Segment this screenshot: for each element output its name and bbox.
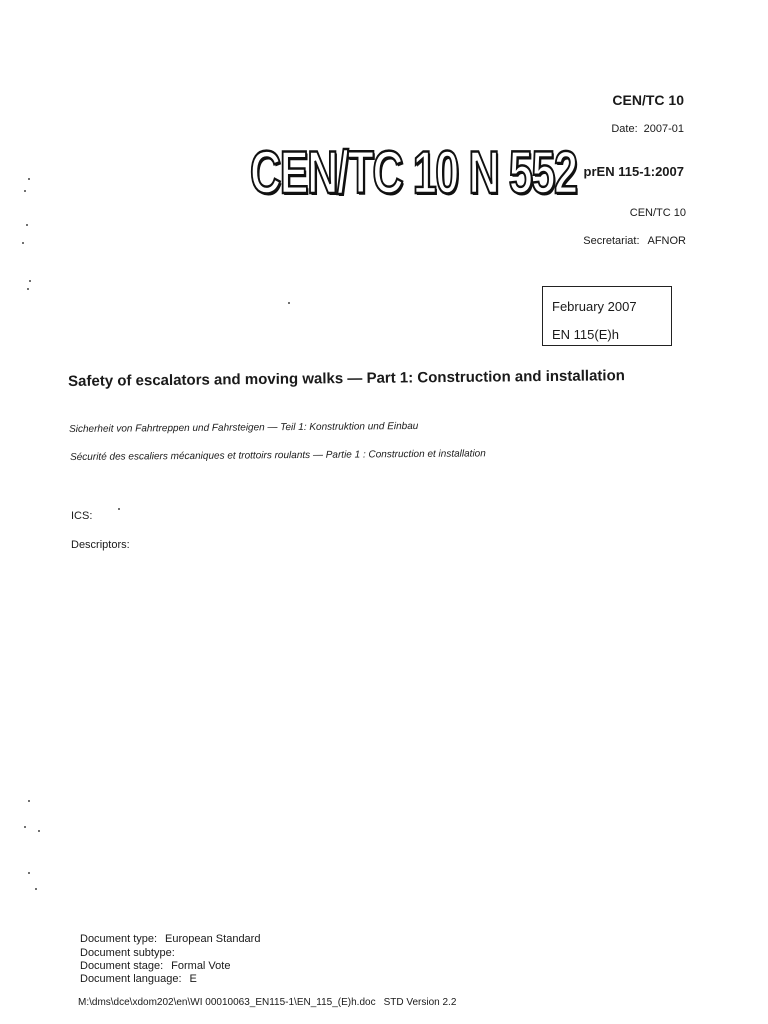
meta-language-label: Document language: (80, 973, 182, 985)
scan-speck (24, 826, 26, 828)
meta-document-language (80, 973, 197, 986)
box-date: February 2007 (552, 299, 637, 314)
meta-document-type (80, 933, 260, 946)
german-title: Sicherheit von Fahrtreppen und Fahrsteigen — Teil 1: Konstruktion und Einbau (69, 420, 419, 435)
meta-type-label: Document type: (80, 933, 158, 945)
french-title: Sécurité des escaliers mécaniques et trottoirs roulants — Partie 1 : Construction et installation (70, 448, 486, 463)
document-reference: prEN 115-1:2007 (583, 164, 684, 179)
document-number-stamp: CEN/TC 10 N 552 (250, 139, 577, 206)
footer-path: M:\dms\dce\xdom202\en\WI 00010063_EN115-1\EN_115_(E)h.doc (78, 997, 376, 1008)
scan-speck (24, 190, 26, 192)
descriptors-field: Descriptors: (71, 539, 130, 551)
footer-version: STD Version 2.2 (383, 997, 457, 1008)
meta-document-stage (80, 960, 230, 973)
scan-speck (38, 830, 40, 832)
handwritten-box (542, 286, 672, 346)
secretariat-row (583, 235, 686, 247)
scan-speck (26, 224, 28, 226)
scan-speck (28, 872, 30, 874)
document-title: Safety of escalators and moving walks — Part 1: Construction and installation (68, 367, 625, 390)
date-label: Date: (611, 123, 638, 135)
committee-small: CEN/TC 10 (629, 207, 686, 219)
ics-field: ICS: (71, 510, 93, 522)
committee-heading: CEN/TC 10 (612, 92, 684, 108)
meta-language-value: E (189, 973, 197, 985)
meta-stage-label: Document stage: (80, 960, 164, 972)
footer-file-path (78, 997, 456, 1008)
secretariat-label: Secretariat: (583, 235, 640, 247)
scan-speck (22, 242, 24, 244)
meta-stage-value: Formal Vote (171, 960, 231, 972)
date-row (611, 123, 684, 135)
scan-speck (28, 800, 30, 802)
meta-type-value: European Standard (165, 933, 261, 945)
date-value: 2007-01 (643, 123, 684, 135)
scan-speck (27, 288, 29, 290)
meta-document-subtype (80, 947, 175, 960)
box-reference: EN 115(E)h (552, 327, 619, 342)
scan-speck (29, 280, 31, 282)
secretariat-value: AFNOR (647, 235, 686, 247)
meta-subtype-label: Document subtype: (80, 947, 175, 959)
scan-speck (118, 508, 120, 510)
scan-speck (28, 178, 30, 180)
scan-speck (288, 302, 290, 304)
scan-speck (35, 888, 37, 890)
